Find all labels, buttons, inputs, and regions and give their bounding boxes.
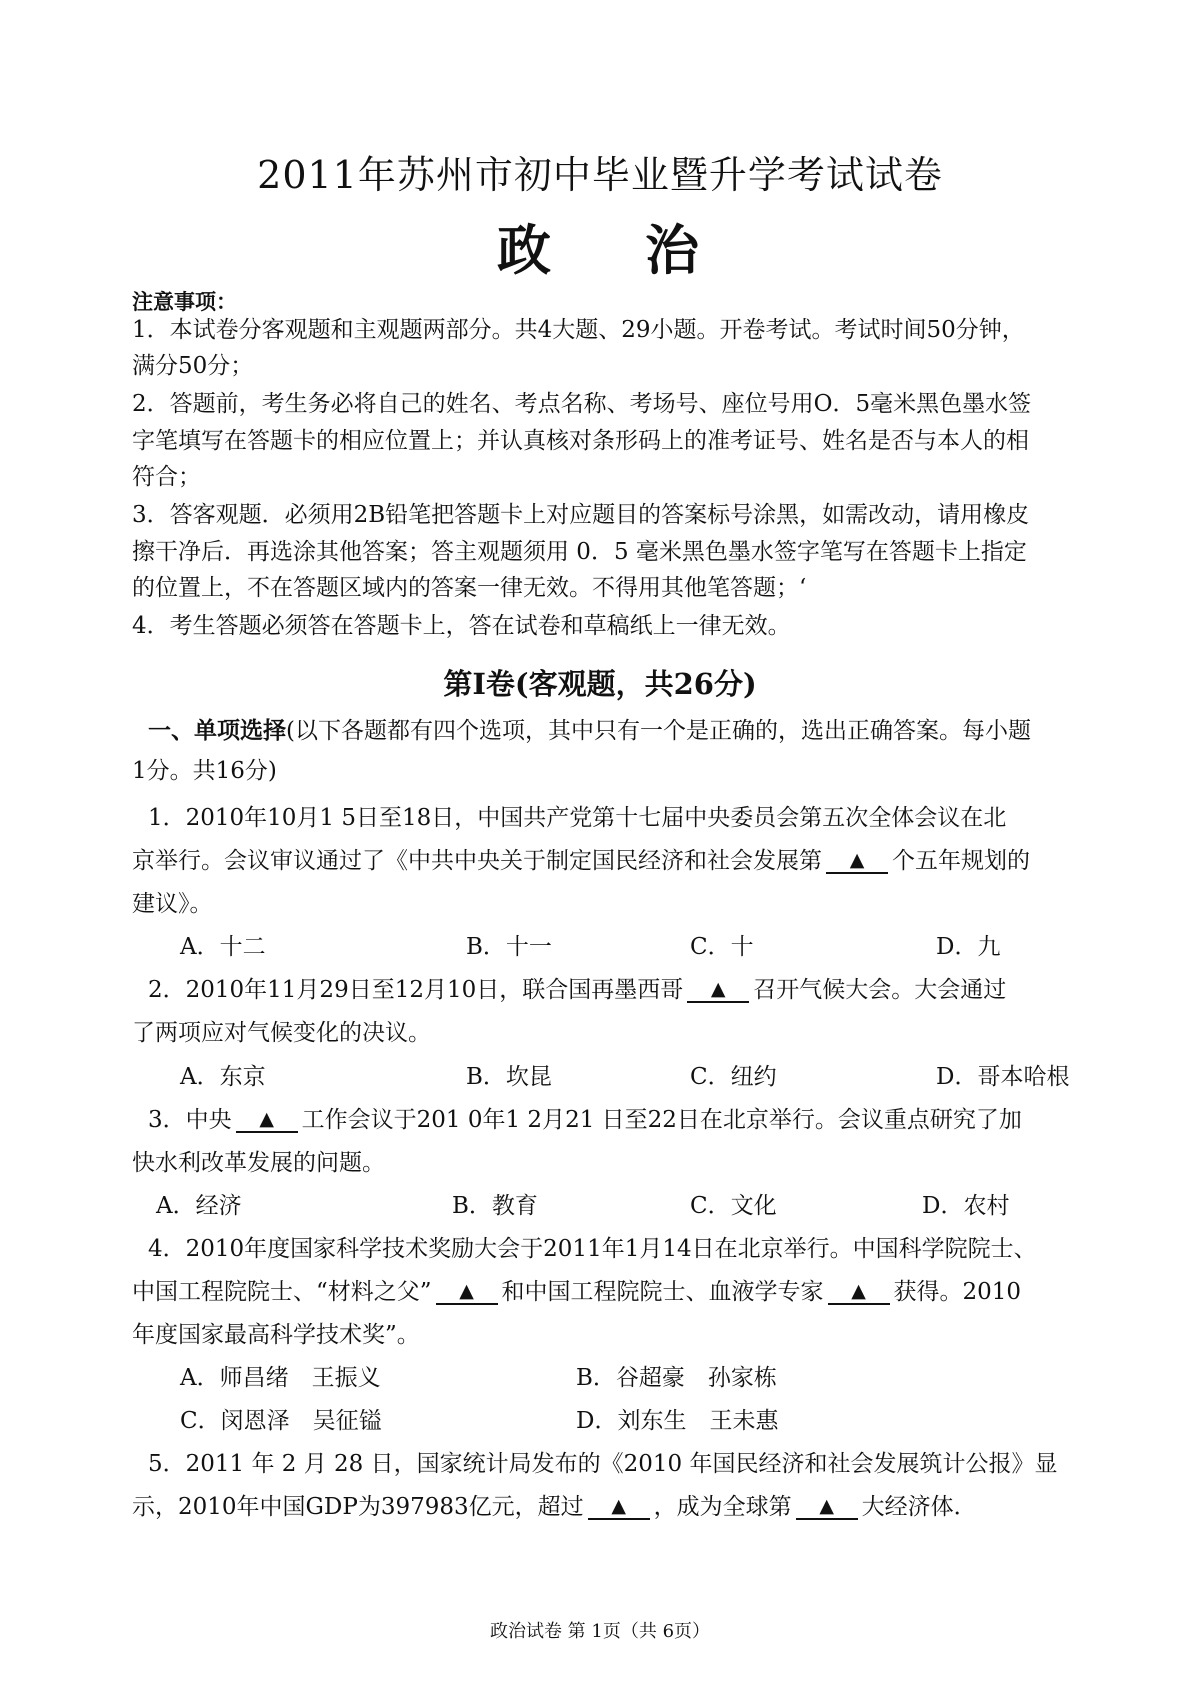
note-line: 3．答客观题．必须用2B铅笔把答题卡上对应题目的答案标号涂黑，如需改动，请用橡皮 xyxy=(132,502,1030,528)
q2-option-b: B．坎昆 xyxy=(466,1064,552,1090)
q2-line-1 xyxy=(148,975,1006,1005)
q2-text-b: 召开气候大会。大会通过 xyxy=(753,977,1007,1003)
q4-option-d: D．刘东生 王未惠 xyxy=(576,1408,779,1434)
note-line: 字笔填写在答题卡的相应位置上；并认真核对条形码上的准考证号、姓名是否与本人的相 xyxy=(132,428,1029,454)
q3-line-2: 快水利改革发展的问题。 xyxy=(132,1150,385,1176)
q1-option-d: D．九 xyxy=(936,934,1001,960)
note-line: 擦干净后．再选涂其他答案；答主观题须用 0．5 毫米黑色墨水签字笔写在答题卡上指定 xyxy=(132,539,1027,565)
q1-text-b: 个五年规划的 xyxy=(892,848,1030,874)
q1-line-3: 建议》。 xyxy=(132,891,213,917)
part1-instructions-cont: 1分。共16分) xyxy=(132,758,277,784)
page-footer: 政治试卷 第 1页（共 6页） xyxy=(489,1621,711,1642)
q1-option-a: A．十二 xyxy=(180,934,266,960)
note-line: 符合； xyxy=(132,464,201,490)
answer-blank: ▲ xyxy=(687,977,749,1003)
q2-option-c: C．纽约 xyxy=(690,1064,777,1090)
part1-label: 一、单项选择 xyxy=(148,717,286,744)
q3-option-b: B．教育 xyxy=(452,1193,538,1219)
note-line: 的位置上，不在答题区域内的答案一律无效。不得用其他笔答题；‘ xyxy=(132,575,807,601)
q4-text-a: 中国工程院院士、“材料之父” xyxy=(132,1279,432,1305)
q4-line-3: 年度国家最高科学技术奖”。 xyxy=(132,1322,420,1348)
q1-option-b: B．十一 xyxy=(466,934,552,960)
q3-option-c: C．文化 xyxy=(690,1193,777,1219)
q4-text-b: 和中国工程院院士、血液学专家 xyxy=(501,1279,824,1305)
q2-option-d: D．哥本哈根 xyxy=(936,1064,1070,1090)
subject-heading xyxy=(0,208,1200,285)
q5-text-b: ，成为全球第 xyxy=(653,1494,792,1520)
section-title: 第Ⅰ卷(客观题，共26分) xyxy=(443,667,757,701)
answer-blank: ▲ xyxy=(828,1279,890,1305)
q3-option-d: D．农村 xyxy=(922,1193,1010,1219)
q4-text-c: 获得。2010 xyxy=(893,1279,1022,1305)
q5-line-2 xyxy=(132,1492,977,1522)
part1-heading xyxy=(148,716,1031,746)
answer-blank: ▲ xyxy=(796,1494,858,1520)
q4-line-1: 4．2010年度国家科学技术奖励大会于2011年1月14日在北京举行。中国科学院院士、 xyxy=(148,1236,1037,1262)
q3-line-1 xyxy=(148,1105,1022,1135)
q5-text-c: 大经济体． xyxy=(861,1494,977,1520)
note-line: 2．答题前，考生务必将自己的姓名、考点名称、考场号、座位号用O．5毫米黑色墨水签 xyxy=(132,391,1032,417)
answer-blank: ▲ xyxy=(236,1107,298,1133)
q4-line-2 xyxy=(132,1277,1021,1307)
q5-text-a: 示，2010年中国GDP为397983亿元，超过 xyxy=(132,1494,584,1520)
answer-blank: ▲ xyxy=(436,1279,498,1305)
subject-char-2: 治 xyxy=(645,218,703,282)
part1-instructions: (以下各题都有四个选项，其中只有一个是正确的，选出正确答案。每小题 xyxy=(286,718,1031,744)
q4-option-b: B．谷超豪 孙家栋 xyxy=(576,1365,777,1391)
answer-blank: ▲ xyxy=(826,848,888,874)
q1-line-2 xyxy=(132,846,1030,876)
subject-char-1: 政 xyxy=(497,218,555,282)
exam-title: 2011年苏州市初中毕业暨升学考试试卷 xyxy=(257,153,943,197)
q1-option-c: C．十 xyxy=(690,934,754,960)
notes-heading: 注意事项： xyxy=(132,289,237,314)
note-line: 4．考生答题必须答在答题卡上，答在试卷和草稿纸上一律无效。 xyxy=(132,613,791,639)
q2-line-2: 了两项应对气候变化的决议。 xyxy=(132,1020,431,1046)
q2-option-a: A．东京 xyxy=(180,1064,266,1090)
q4-option-c: C．闵恩泽 吴征镒 xyxy=(180,1408,382,1434)
q3-text-b: 工作会议于201 0年1 2月21 日至22日在北京举行。会议重点研究了加 xyxy=(301,1107,1022,1133)
q1-line-1: 1．2010年10月1 5日至18日，中国共产党第十七届中央委员会第五次全体会议在北 xyxy=(148,805,1007,831)
note-line: 1．本试卷分客观题和主观题两部分。共4大题、29小题。开卷考试。考试时间50分钟， xyxy=(132,317,1025,343)
q5-line-1: 5．2011 年 2 月 28 日，国家统计局发布的《2010 年国民经济和社会发展筑计公报》显 xyxy=(148,1451,1058,1477)
q4-option-a: A．师昌绪 王振义 xyxy=(180,1365,381,1391)
q3-text-a: 3．中央 xyxy=(148,1107,232,1133)
answer-blank: ▲ xyxy=(588,1494,650,1520)
note-line: 满分50分； xyxy=(132,353,254,379)
q1-text-a: 京举行。会议审议通过了《中共中央关于制定国民经济和社会发展第 xyxy=(132,848,822,874)
q2-text-a: 2．2010年11月29日至12月10日，联合国再墨西哥 xyxy=(148,977,684,1003)
q3-option-a: A．经济 xyxy=(156,1193,242,1219)
